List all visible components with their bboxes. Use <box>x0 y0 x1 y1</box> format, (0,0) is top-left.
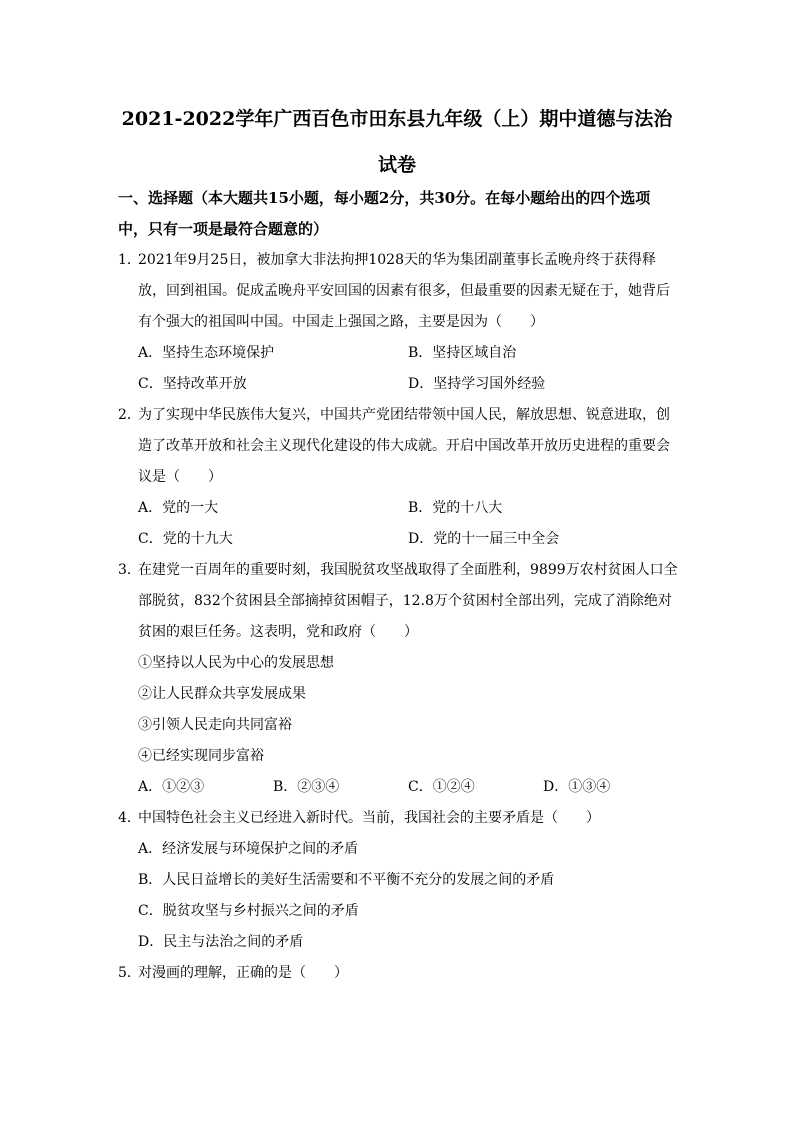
option-a: A．党的一大 <box>138 500 219 516</box>
question-3 <box>118 555 678 803</box>
section-heading: 一、选择题（本大题共15小题，每小题2分，共30分。在每小题给出的四个选项中，只有一项是最符合题意的） <box>118 189 651 238</box>
statement-1: ①坚持以人民为中心的发展思想 <box>138 655 334 671</box>
option-c: C．党的十九大 <box>138 531 233 547</box>
option-b: B．坚持区域自治 <box>408 345 517 361</box>
option-c: C．脱贫攻坚与乡村振兴之间的矛盾 <box>138 903 359 919</box>
option-d: D．①③④ <box>543 779 611 795</box>
exam-title <box>100 96 694 188</box>
option-c: C．①②④ <box>408 779 475 795</box>
option-b: B．人民日益增长的美好生活需要和不平衡不充分的发展之间的矛盾 <box>138 872 555 888</box>
question-number: 2． <box>118 407 141 423</box>
option-d: D．党的十一届三中全会 <box>408 531 560 547</box>
question-number: 3． <box>118 562 141 578</box>
title-line-2: 试卷 <box>377 154 416 176</box>
option-b: B．②③④ <box>273 779 340 795</box>
question-stem: 2021年9月25日，被加拿大非法拘押1028天的华为集团副董事长孟晚舟终于获得释放，回到祖国。促成孟晚舟平安回国的因素有很多，但最重要的因素无疑在于，她背后有个强大的祖国叫中国。中国走上强国之路，主要是因为（ ） <box>138 252 670 330</box>
title-line-1: 2021-2022学年广西百色市田东县九年级（上）期中道德与法治 <box>121 108 673 130</box>
question-5 <box>118 958 678 989</box>
question-number: 5． <box>118 965 141 981</box>
option-d: D．坚持学习国外经验 <box>408 376 546 392</box>
option-a: A．经济发展与环境保护之间的矛盾 <box>138 841 359 857</box>
option-c: C．坚持改革开放 <box>138 376 247 392</box>
question-stem: 为了实现中华民族伟大复兴，中国共产党团结带领中国人民，解放思想、锐意进取，创造了改革开放和社会主义现代化建设的伟大成就。开启中国改革开放历史进程的重要会议是（ ） <box>138 407 670 485</box>
question-1 <box>118 245 678 400</box>
question-stem: 对漫画的理解，正确的是（ ） <box>138 965 348 981</box>
question-stem: 中国特色社会主义已经进入新时代。当前，我国社会的主要矛盾是（ ） <box>138 810 600 826</box>
option-d: D．民主与法治之间的矛盾 <box>138 934 304 950</box>
option-a: A．坚持生态环境保护 <box>138 345 275 361</box>
question-2 <box>118 400 678 555</box>
question-number: 1． <box>118 252 141 268</box>
statement-2: ②让人民群众共享发展成果 <box>138 686 306 702</box>
statement-4: ④已经实现同步富裕 <box>138 748 264 764</box>
question-stem: 在建党一百周年的重要时刻，我国脱贫攻坚战取得了全面胜利，9899万农村贫困人口全部脱贫，832个贫困县全部摘掉贫困帽子，12.8万个贫困村全部出列，完成了消除绝对贫困的艰巨任务。这表明，党和政府（ ） <box>138 562 678 640</box>
option-a: A．①②③ <box>138 779 205 795</box>
statement-3: ③引领人民走向共同富裕 <box>138 717 292 733</box>
question-number: 4． <box>118 810 141 826</box>
question-4 <box>118 803 678 958</box>
option-b: B．党的十八大 <box>408 500 503 516</box>
